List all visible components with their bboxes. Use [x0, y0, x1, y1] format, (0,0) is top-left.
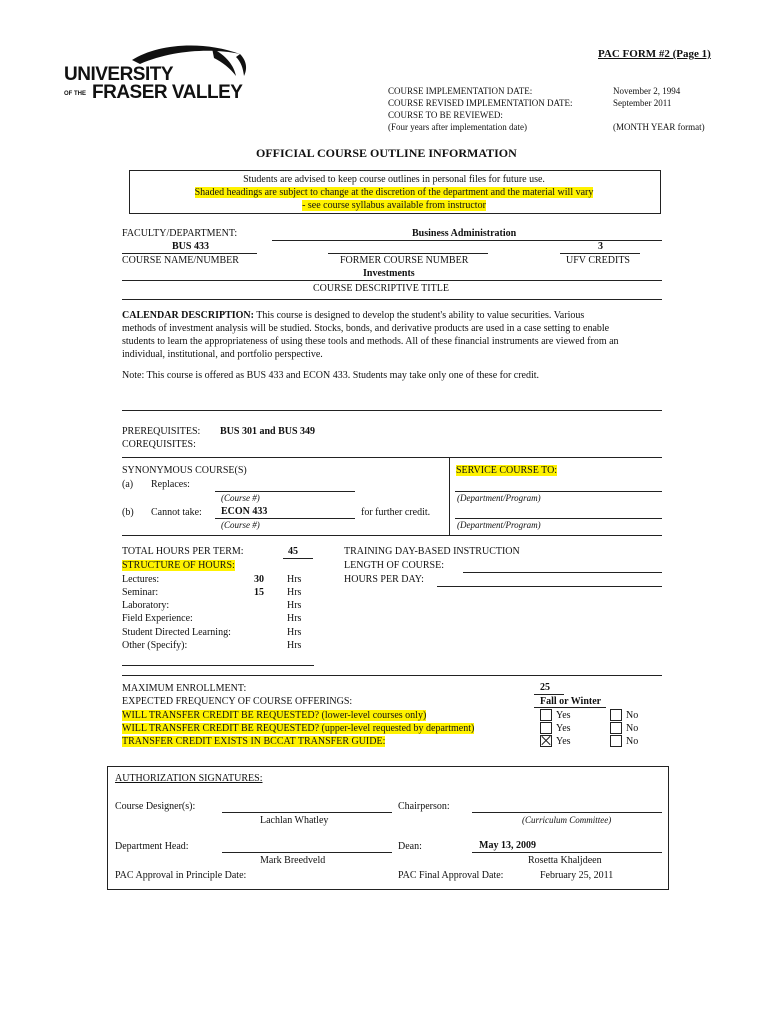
seminar-value: 15 [254, 587, 264, 598]
transfer-lower-yes-checkbox[interactable] [540, 709, 552, 721]
transfer-upper-no-checkbox[interactable] [610, 722, 622, 734]
department-head-name: Mark Breedveld [260, 855, 326, 866]
credits-value: 3 [598, 241, 603, 252]
course-descriptive-title-label: COURSE DESCRIPTIVE TITLE [313, 283, 449, 294]
revised-date-label: COURSE REVISED IMPLEMENTATION DATE: [388, 98, 573, 108]
pac-final-label: PAC Final Approval Date: [398, 870, 504, 881]
total-hours-value: 45 [288, 546, 298, 557]
curriculum-committee-hint: (Curriculum Committee) [522, 815, 612, 825]
field-experience-unit: Hrs [287, 613, 302, 624]
form-title: PAC FORM #2 (Page 1) [598, 48, 711, 60]
max-enrollment-value: 25 [540, 682, 550, 693]
pac-final-date: February 25, 2011 [540, 870, 614, 881]
laboratory-label: Laboratory: [122, 600, 170, 611]
seminar-unit: Hrs [287, 587, 302, 598]
implementation-date-value: November 2, 1994 [613, 86, 681, 96]
notice-line3: - see course syllabus available from instructor [302, 200, 486, 211]
logo-of-the-text: OF THE [64, 91, 86, 97]
transfer-lower-question: WILL TRANSFER CREDIT BE REQUESTED? (lower-level courses only) [122, 710, 427, 721]
page-title: OFFICIAL COURSE OUTLINE INFORMATION [256, 146, 517, 160]
chairperson-label: Chairperson: [398, 801, 450, 812]
other-specify-label: Other (Specify): [122, 640, 188, 651]
logo-fraser-valley-text: FRASER VALLEY [92, 82, 243, 103]
course-code-value: BUS 433 [172, 241, 209, 252]
course-number-hint-2: (Course #) [221, 520, 260, 530]
lectures-label: Lectures: [122, 574, 160, 585]
replaces-label: Replaces: [151, 479, 190, 490]
bccat-question: TRANSFER CREDIT EXISTS IN BCCAT TRANSFER GUIDE: [122, 736, 386, 747]
seminar-label: Seminar: [122, 587, 159, 598]
prerequisites-label: PREREQUISITES: [122, 426, 201, 437]
course-number-hint-1: (Course #) [221, 493, 260, 503]
review-date-note: (Four years after implementation date) [388, 122, 527, 132]
syn-b-label: (b) [122, 507, 134, 518]
review-date-format: (MONTH YEAR format) [613, 122, 705, 132]
training-day-label: TRAINING DAY-BASED INSTRUCTION [344, 546, 520, 557]
dean-name: Rosetta Khaljdeen [528, 855, 602, 866]
frequency-label: EXPECTED FREQUENCY OF COURSE OFFERINGS: [122, 696, 353, 707]
transfer-upper-no-label: No [626, 723, 639, 734]
service-course-label: SERVICE COURSE TO: [456, 465, 558, 476]
revised-date-value: September 2011 [613, 98, 672, 108]
transfer-lower-no-checkbox[interactable] [610, 709, 622, 721]
notice-line2: Shaded headings are subject to change at the discretion of the department and the material will vary [194, 187, 594, 198]
syn-a-label: (a) [122, 479, 134, 490]
department-head-label: Department Head: [115, 841, 189, 852]
laboratory-unit: Hrs [287, 600, 302, 611]
faculty-label: FACULTY/DEPARTMENT: [122, 228, 238, 239]
frequency-value: Fall or Winter [540, 696, 602, 707]
further-credit-label: for further credit. [361, 507, 431, 518]
lectures-value: 30 [254, 574, 264, 585]
pac-principle-label: PAC Approval in Principle Date: [115, 870, 247, 881]
calendar-text-line3: students to learn the appropriateness of using these tools and methods. All of these financial instruments are viewed from an [122, 336, 619, 347]
department-program-hint-1: (Department/Program) [457, 493, 541, 503]
calendar-text-line2: methods of investment analysis will be studied. Stocks, bonds, and derivative products are used in a case setting to enable [122, 323, 610, 334]
calendar-text-line4: individual, institutional, and portfolio perspective. [122, 349, 323, 360]
dean-label: Dean: [398, 841, 422, 852]
hours-per-day-label: HOURS PER DAY: [344, 574, 424, 585]
student-directed-label: Student Directed Learning: [122, 627, 231, 638]
student-directed-unit: Hrs [287, 627, 302, 638]
review-date-label: COURSE TO BE REVIEWED: [388, 110, 503, 120]
transfer-upper-yes-checkbox[interactable] [540, 722, 552, 734]
transfer-lower-no-label: No [626, 710, 639, 721]
bccat-yes-checkbox[interactable] [540, 735, 552, 747]
ufv-credits-label: UFV CREDITS [566, 255, 630, 266]
bccat-no-label: No [626, 736, 639, 747]
bccat-no-checkbox[interactable] [610, 735, 622, 747]
field-experience-label: Field Experience: [122, 613, 193, 624]
max-enrollment-label: MAXIMUM ENROLLMENT: [122, 683, 247, 694]
calendar-note: Note: This course is offered as BUS 433 and ECON 433. Students may take only one of these for credit. [122, 370, 540, 381]
cannot-take-label: Cannot take: [151, 507, 202, 518]
transfer-upper-yes-label: Yes [556, 723, 571, 734]
lectures-unit: Hrs [287, 574, 302, 585]
logo-university-text: UNIVERSITY [64, 64, 174, 85]
corequisites-label: COREQUISITES: [122, 439, 196, 450]
department-program-hint-2: (Department/Program) [457, 520, 541, 530]
transfer-lower-yes-label: Yes [556, 710, 571, 721]
authorization-title: AUTHORIZATION SIGNATURES: [115, 773, 263, 784]
bccat-yes-label: Yes [556, 736, 571, 747]
course-name-number-label: COURSE NAME/NUMBER [122, 255, 239, 266]
calendar-description-label: CALENDAR DESCRIPTION: [122, 310, 254, 321]
length-of-course-label: LENGTH OF COURSE: [344, 560, 445, 571]
calendar-text-line1: This course is designed to develop the student's ability to value securities. Various [256, 310, 585, 321]
transfer-upper-question: WILL TRANSFER CREDIT BE REQUESTED? (upper-level requested by department) [122, 723, 475, 734]
cannot-take-value: ECON 433 [221, 506, 268, 517]
structure-of-hours-label: STRUCTURE OF HOURS: [122, 560, 235, 571]
faculty-value: Business Administration [412, 228, 517, 239]
implementation-date-label: COURSE IMPLEMENTATION DATE: [388, 86, 533, 96]
prerequisites-value: BUS 301 and BUS 349 [220, 426, 316, 437]
course-designer-name: Lachlan Whatley [260, 815, 329, 826]
university-logo [62, 42, 252, 104]
dean-date: May 13, 2009 [479, 840, 536, 851]
synonymous-label: SYNONYMOUS COURSE(S) [122, 465, 247, 476]
course-designer-label: Course Designer(s): [115, 801, 196, 812]
other-specify-unit: Hrs [287, 640, 302, 651]
notice-line1: Students are advised to keep course outlines in personal files for future use. [243, 174, 545, 185]
former-course-number-label: FORMER COURSE NUMBER [340, 255, 469, 266]
course-title-value: Investments [363, 268, 415, 279]
total-hours-label: TOTAL HOURS PER TERM: [122, 546, 244, 557]
